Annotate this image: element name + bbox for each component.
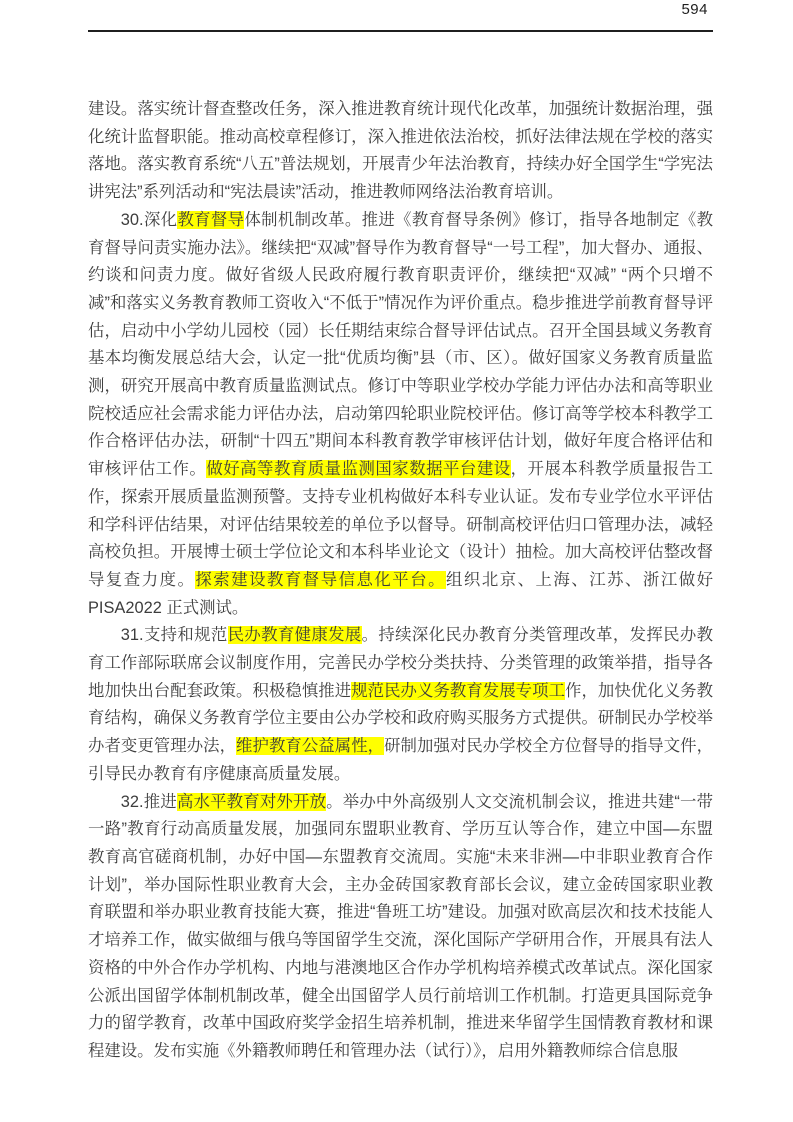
text-run: 30.深化 [120, 210, 178, 229]
header-rule [88, 30, 713, 32]
highlighted-text: 民办教育健康发展 [227, 626, 362, 645]
text-run: 研制加强对民办学校全方位督导的指导文件，引导民办教育有序健康高质量发展。 [88, 737, 714, 783]
highlighted-text: 维护教育公益属性， [236, 737, 385, 756]
text-run: ，开展本科教学质量报告工作，探索开展质量监测预警。支持专业机构做好本科专业认证。发布专业学位水平评估和学科评估结果，对评估结果较差的单位予以督导。研制高校评估归口管理办法，减轻高校负担。开展博士硕士学位论文和本科毕业论文（设计）抽检。加大高校评估整改督导复查力度。 [88, 460, 714, 589]
page-number: 594 [681, 1, 708, 18]
highlighted-text: 规范民办义务教育发展专项工 [351, 681, 566, 700]
highlighted-text: 探索建设教育督导信息化平台。 [195, 570, 447, 589]
highlighted-text: 做好高等教育质量监测国家数据平台建设 [206, 460, 511, 479]
document-body [88, 96, 713, 1066]
text-run: 组织北京、上海、江苏、浙江做好 PISA2022 正式测试。 [88, 570, 714, 617]
paragraph [88, 789, 713, 1066]
paragraph [88, 207, 713, 623]
text-run: 32.推进 [120, 792, 177, 811]
text-run: 体制机制改革。推进《教育督导条例》修订，指导各地制定《教育督导问责实施办法》。继续把“双减”督导作为教育督导“一号工程”，加大督办、通报、约谈和问责力度。做好省级人民政府履行教育职责评价，继续把“双减” “两个只增不减”和落实义务教育教师工资收入“不低于”情况作为评价重点。稳步推进学前教育督导评估，启动中小学幼儿园校（园）长任期结束综合督导评估试点。召开全国县域义务教育基本均衡发展总结大会，认定一批“优质均衡”县（市、区）。做好国家义务教育质量监测，研究开展高中教育质量监测试点。修订中等职业学校办学能力评估办法和高等职业院校适应社会需求能力评估办法，启动第四轮职业院校评估。修订高等学校本科教学工作合格评估办法，研制“十四五”期间本科教育教学审核评估计划，做好年度合格评估和审核评估工作。 [88, 210, 714, 479]
paragraph [88, 96, 713, 207]
text-run: 。举办中外高级别人文交流机制会议，推进共建“一带一路”教育行动高质量发展，加强同东盟职业教育、学历互认等合作，建立中国—东盟教育高官磋商机制，办好中国—东盟教育交流周。实施“未来非洲—中非职业教育合作计划”，举办国际性职业教育大会，主办金砖国家教育部长会议，建立金砖国家职业教育联盟和举办职业教育技能大赛，推进“鲁班工坊”建设。加强对欧高层次和技术技能人才培养工作，做实做细与俄乌等国留学生交流，深化国际产学研用合作，开展具有法人资格的中外合作办学机构、内地与港澳地区合作办学机构培养模式改革试点。深化国家公派出国留学体制机制改革，健全出国留学人员行前培训工作机制。打造更具国际竞争力的留学教育，改革中国政府奖学金招生培养机制，推进来华留学生国情教育教材和课程建设。发布实施《外籍教师聘任和管理办法（试行）》，启用外籍教师综合信息服 [88, 792, 713, 1060]
paragraph [88, 622, 713, 788]
text-run: 建设。落实统计督查整改任务，深入推进教育统计现代化改革，加强统计数据治理，强化统计监督职能。推动高校章程修订，深入推进依法治校，抓好法律法规在学校的落实落地。落实教育系统“八五”普法规划，开展青少年法治教育，持续办好全国学生“学宪法 讲宪法”系列活动和“宪法晨读”活动，推进教师网络法治教育培训。 [88, 100, 713, 202]
highlighted-text: 教育督导 [177, 210, 245, 229]
text-run: 作，加快优化义务教育结构，确保义务教育学位主要由公办学校和政府购买服务方式提供。研制民办学校举办者变更管理办法， [88, 681, 714, 756]
text-run: 31.支持和规范 [120, 626, 228, 645]
text-run: 。持续深化民办教育分类管理改革，发挥民办教育工作部际联席会议制度作用，完善民办学校分类扶持、分类管理的政策举措，指导各地加快出台配套政策。积极稳慎推进 [88, 626, 714, 700]
highlighted-text: 高水平教育对外开放 [176, 792, 327, 811]
